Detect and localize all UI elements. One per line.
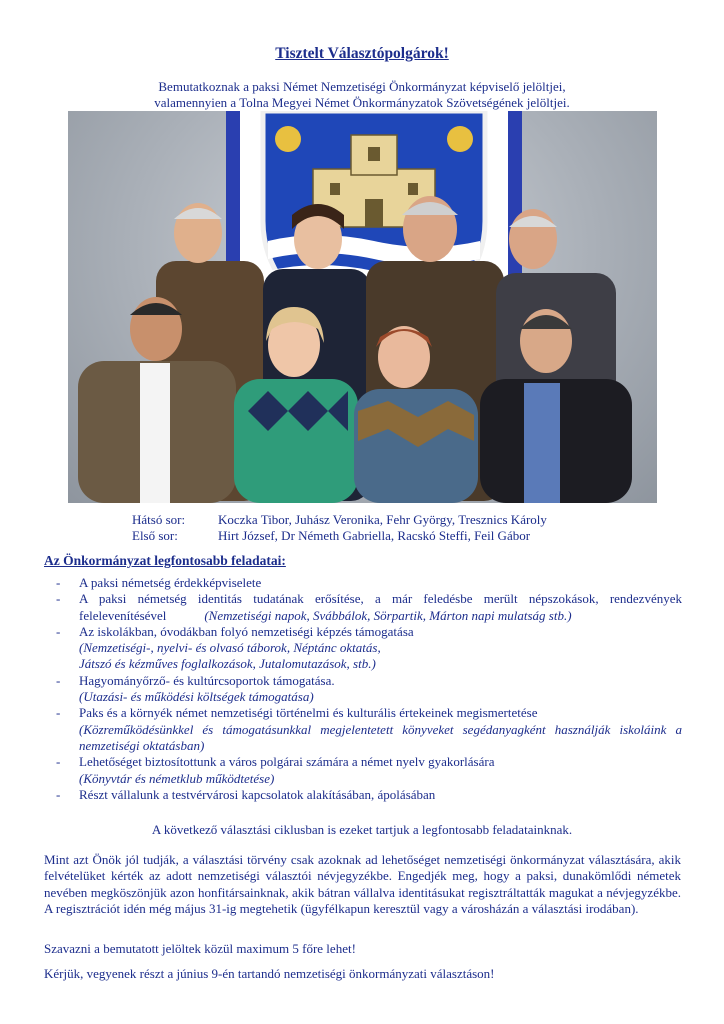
list-dash: - bbox=[56, 575, 61, 590]
group-photo bbox=[68, 111, 657, 503]
list-dash: - bbox=[56, 672, 61, 688]
list-item bbox=[56, 624, 682, 673]
list-item bbox=[56, 705, 682, 754]
list-item bbox=[56, 754, 682, 787]
task-text: Hagyományőrző- és kultúrcsoportok támogatása. bbox=[79, 672, 335, 688]
intro-text bbox=[60, 79, 664, 111]
task-text: A paksi németség érdekképviselete bbox=[79, 575, 262, 590]
task-text: Az iskolákban, óvodákban folyó nemzetiségi képzés támogatása bbox=[79, 623, 414, 639]
moon-left-icon bbox=[275, 126, 301, 152]
task-note: (Utazási- és működési költségek támogatása) bbox=[79, 689, 314, 705]
task-text-main: A paksi németség identitás tudatának erősítése, a már feledésbe merült népszokások, rendezvények felelevenítésével bbox=[79, 591, 682, 623]
election-invite-paragraph: Kérjük, vegyenek részt a június 9-én tartandó nemzetiségi önkormányzati választáson! bbox=[44, 966, 495, 981]
task-note: (Nemzetiségi-, nyelvi- és olvasó táborok, Néptánc oktatás, bbox=[79, 640, 381, 656]
task-note: (Nemzetiségi napok, Svábbálok, Sörpartik, Márton napi mulatság stb.) bbox=[204, 607, 572, 623]
section-title: Az Önkormányzat legfontosabb feladatai: bbox=[44, 553, 286, 568]
list-item bbox=[56, 575, 682, 591]
moon-right-icon bbox=[447, 126, 473, 152]
list-dash: - bbox=[56, 754, 61, 770]
list-dash: - bbox=[56, 786, 61, 802]
list-dash: - bbox=[56, 705, 61, 721]
intro-line-1: Bemutatkoznak a paksi Német Nemzetiségi Önkormányzat képviselő jelöltjei, bbox=[158, 79, 566, 94]
group-photo-illustration bbox=[68, 111, 657, 503]
list-dash: - bbox=[56, 591, 61, 607]
front-row-label: Első sor: bbox=[132, 528, 178, 543]
back-row-label: Hátsó sor: bbox=[132, 512, 186, 527]
registration-paragraph: Mint azt Önök jól tudják, a választási törvény csak azoknak ad lehetőséget nemzetiségi önkormányzat választására, akik felvételüket kérték az adott nemzetiségi választói névjegyzékbe. Engedjék meg, hogy a paksi, dunakömlődi németek nevében megköszönjük azon honfitársainknak, akik bátran vállalva identitásukat regisztráltatták magukat a névjegyzékbe. A regisztrációt idén még május 31-ig megtehetik (ügyfélkapun keresztül vagy a városházán a választási irodában). bbox=[44, 852, 681, 916]
list-dash: - bbox=[56, 623, 61, 639]
back-row-names: Koczka Tibor, Juhász Veronika, Fehr György, Tresznics Károly bbox=[218, 512, 547, 527]
task-text bbox=[79, 591, 682, 624]
task-list bbox=[56, 575, 682, 803]
page-title: Tisztelt Választópolgárok! bbox=[275, 45, 449, 62]
task-note: (Könyvtár és németklub működtetése) bbox=[79, 770, 275, 786]
photo-caption bbox=[132, 512, 547, 544]
task-note: (Közreműködésünkkel és támogatásunkkal megjelentetett könyveket segédanyagként használják iskoláink a nemzetiségi oktatásban) bbox=[79, 721, 682, 753]
voting-limit-paragraph: Szavazni a bemutatott jelöltek közül maximum 5 főre lehet! bbox=[44, 941, 356, 956]
task-text: Részt vállalunk a testvérvárosi kapcsolatok alakításában, ápolásában bbox=[79, 786, 436, 802]
list-item bbox=[56, 591, 682, 624]
caption-back-row bbox=[132, 512, 547, 528]
caption-front-row bbox=[132, 528, 547, 544]
task-note: Játszó és kézműves foglalkozások, Jutalomutazások, stb.) bbox=[79, 656, 376, 672]
task-text: Paks és a környék német nemzetiségi történelmi és kulturális értekeinek megismertetése bbox=[79, 705, 538, 721]
task-text: Lehetőséget biztosítottunk a város polgárai számára a német nyelv gyakorlására bbox=[79, 754, 495, 770]
list-item bbox=[56, 787, 682, 803]
list-item bbox=[56, 673, 682, 706]
closing-statement: A következő választási ciklusban is ezeket tartjuk a legfontosabb feladatainknak. bbox=[151, 822, 573, 837]
front-row-names: Hirt József, Dr Németh Gabriella, Racskó Steffi, Feil Gábor bbox=[218, 528, 531, 543]
intro-line-2: valamennyien a Tolna Megyei Német Önkormányzatok Szövetségének jelöltjei. bbox=[154, 95, 570, 110]
